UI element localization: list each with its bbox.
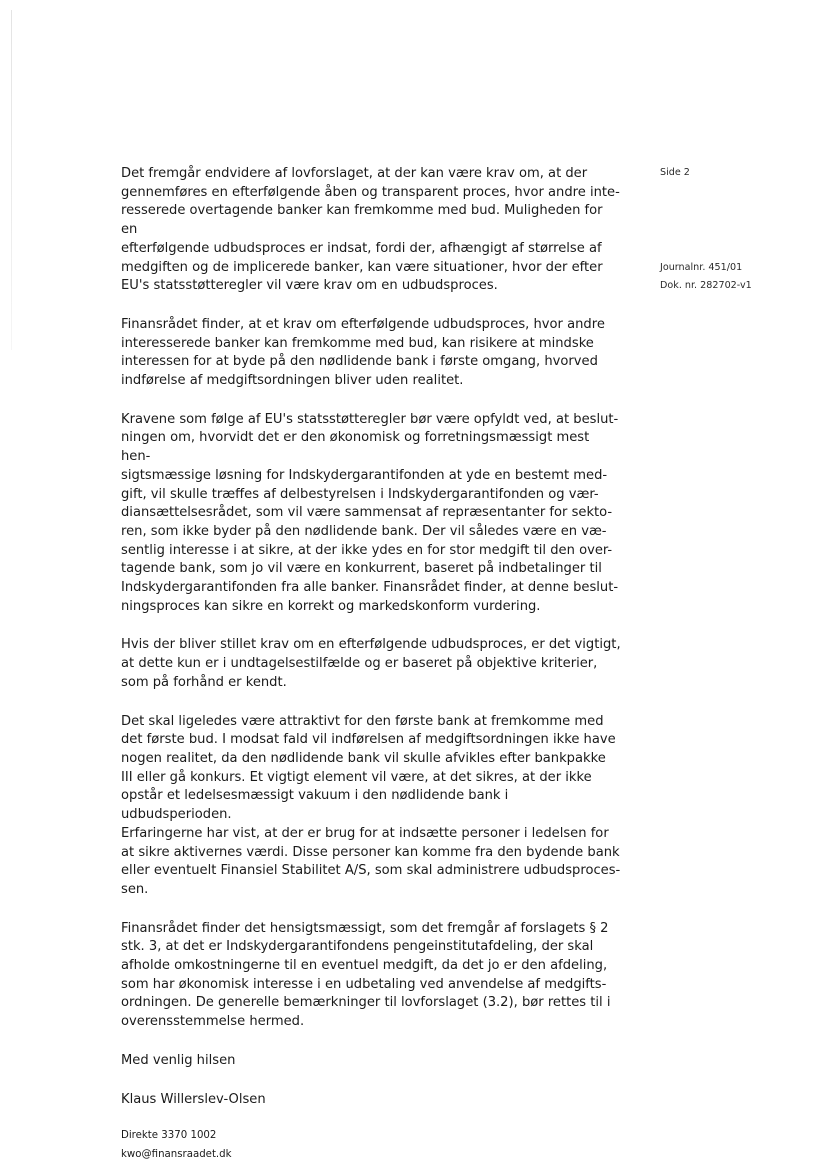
journal-number: Journalnr. 451/01 [660,262,743,273]
paragraph-1: Det fremgår endvidere af lovforslaget, at der kan være krav om, at der gennemføres en efterfølgende åben og transparent proces, hvor andre inte- resserede overtagende banker kan fremkomme med bud. Muligheden for en efterfølgende udbudsproces er indsat, fordi der, afhængigt af størrelse af medgiften og de implicerede banker, kan være situationer, hvor der efter EU's statsstøtteregler vil være krav om en udbudsproces. [121,166,620,294]
paragraph-4: Hvis der bliver stillet krav om en efterfølgende udbudsproces, er det vigtigt, at dette kun er i undtagelsestilfælde og er baseret på objektive kriterier, som på forhånd er kendt. [121,637,621,690]
paragraph-3: Kravene som følge af EU's statsstøtteregler bør være opfyldt ved, at beslut- ningen om, hvorvidt det er den økonomisk og forretningsmæssigt mest hen- sigtsmæssige løsning for Indskydergarantifonden at yde en bestemt med- gift, vil skulle træffes af delbestyrelsen i Indskydergarantifonden og vær- diansættelsesrådet, som vil være sammensat af repræsentanter for sekto- ren, som ikke byder på den nødlidende bank. Der vil således være en væ- sentlig interesse i at sikre, at der ikke ydes en for stor medgift til den over- tagende bank, som jo vil være en konkurrent, baseret på indbetalinger til Indskydergarantifonden fra alle banker. Finansrådet finder, at denne beslut- ningsproces kan sikre en korrekt og markedskonform vurdering. [121,411,619,614]
document-number: Dok. nr. 282702-v1 [660,280,752,291]
paragraph-5: Det skal ligeledes være attraktivt for den første bank at fremkomme med det første bud. I modsat fald vil indførelsen af medgiftsordningen ikke have nogen realitet, da den nødlidende bank vil skulle afvikles efter bankpakke III eller gå konkurs. Et vigtigt element vil være, at det sikres, at der ikke opstår et ledelsesmæssigt vakuum i den nødlidende bank i udbudsperioden. Erfaringerne har vist, at der er brug for at indsætte personer i ledelsen for at sikre aktivernes værdi. Disse personer kan komme fra den bydende bank eller eventuelt Finansiel Stabilitet A/S, som skal administrere udbudsproces- sen. [121,713,621,897]
document-sidebar [660,165,800,291]
signatory-name: Klaus Willerslev-Olsen [121,1091,266,1107]
letter-body [121,165,621,1164]
paragraph-6: Finansrådet finder det hensigtsmæssigt, som det fremgår af forslagets § 2 stk. 3, at det er Indskydergarantifondens pengeinstitutafdeling, der skal afholde omkostningerne til en eventuel medgift, da det jo er den afdeling, som har økonomisk interesse i en udbetaling ved anvendelse af medgifts- ordningen. De generelle bemærkninger til lovforslaget (3.2), bør rettes til i overensstemmelse hermed. [121,920,611,1030]
direct-phone: Direkte 3370 1002 [121,1130,217,1142]
closing-greeting: Med venlig hilsen [121,1052,236,1068]
page-number: Side 2 [660,167,690,178]
scan-edge-line [11,10,12,350]
paragraph-2: Finansrådet finder, at et krav om efterfølgende udbudsproces, hvor andre interesserede banker kan fremkomme med bud, kan risikere at mindske interessen for at byde på den nødlidende bank i første omgang, hvorved indførelse af medgiftsordningen bliver uden realitet. [121,316,605,389]
email-address: kwo@finansraadet.dk [121,1149,232,1161]
